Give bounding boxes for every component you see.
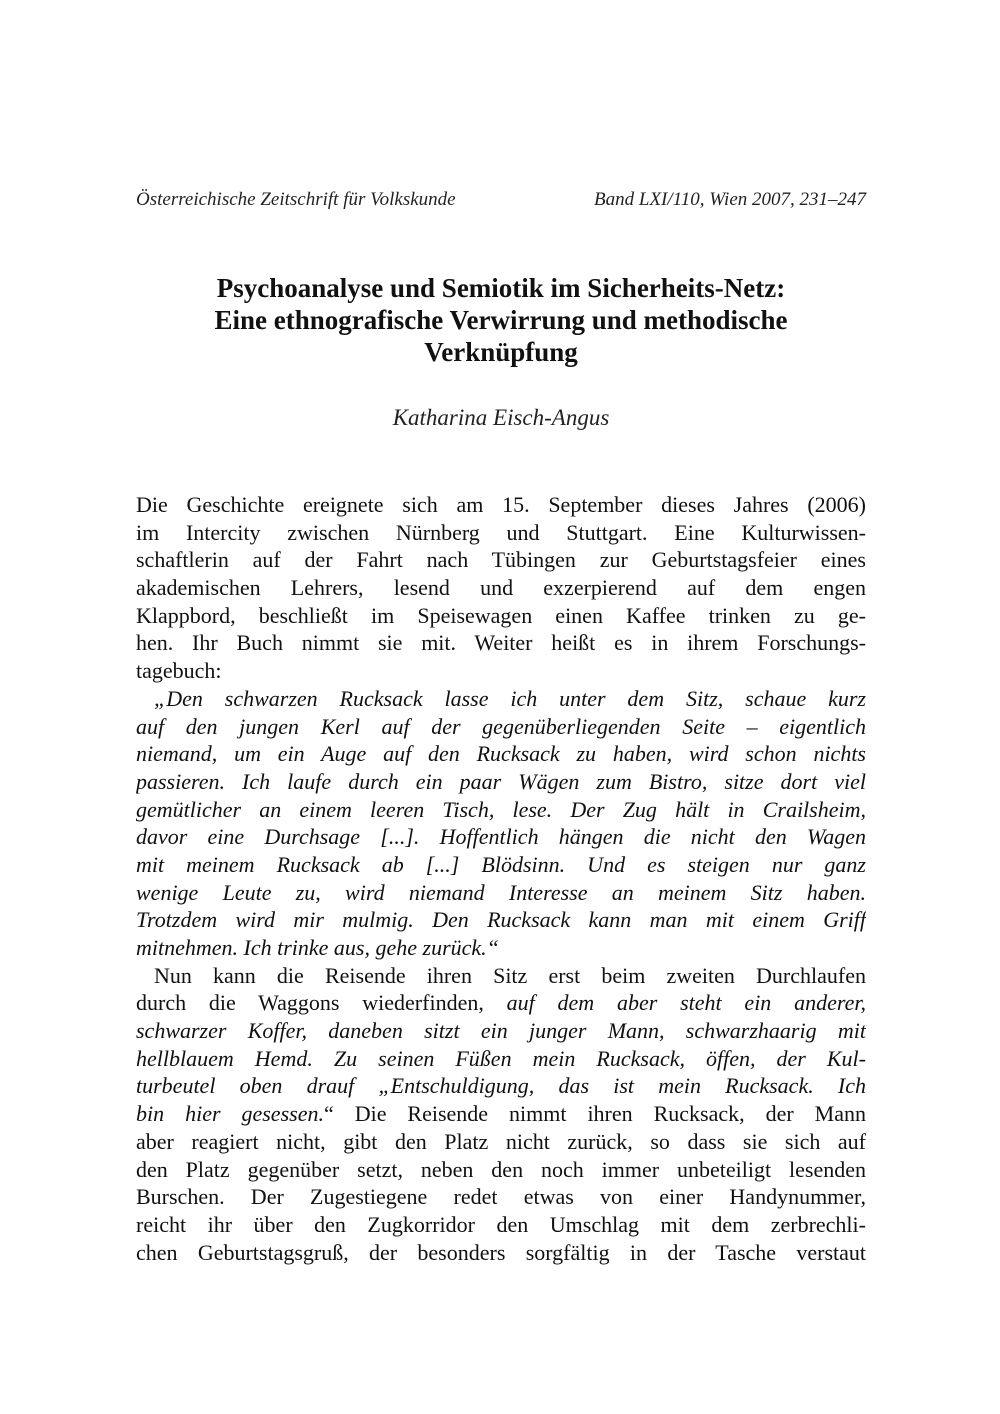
paragraph-second <box>136 962 866 1267</box>
journal-name: Österreichische Zeitschrift für Volkskunde <box>136 189 456 210</box>
quote-line: mitnehmen. Ich trinke aus, gehe zurück.“ <box>136 935 499 960</box>
quote-line: auf den jungen Kerl auf der gegenüberliegenden Seite – eigentlich <box>136 713 866 739</box>
text-line: hellblauem Hemd. Zu seinen Füßen mein Rucksack, öffen, der Kul- <box>136 1045 866 1071</box>
quote-line: niemand, um ein Auge auf den Rucksack zu haben, wird schon nichts <box>136 741 866 767</box>
title-line: Psychoanalyse und Semiotik im Sicherheits-Netz: <box>216 273 786 303</box>
text-line: im Intercity zwischen Nürnberg und Stuttgart. Eine Kulturwissen- <box>136 519 866 545</box>
text-line: hen. Ihr Buch nimmt sie mit. Weiter heißt es in ihrem Forschungs- <box>136 630 866 656</box>
title-line: Verknüpfung <box>424 337 578 367</box>
text-line: Burschen. Der Zugestiegene redet etwas von einer Handynummer, <box>136 1184 866 1210</box>
text-segment: “ Die Reisende nimmt ihren Rucksack, der Mann <box>323 1101 866 1127</box>
text-line: tagebuch: <box>136 658 222 684</box>
article-title <box>136 272 866 368</box>
quote-line: passieren. Ich laufe durch ein paar Wägen zum Bistro, sitze dort viel <box>136 768 866 794</box>
text-line: reicht ihr über den Zugkorridor den Umschlag mit dem zerbrechli- <box>136 1211 866 1237</box>
paragraph-intro <box>136 491 866 685</box>
text-line <box>136 989 866 1017</box>
text-segment: durch die Waggons wiederfinden, <box>136 990 507 1016</box>
italic-segment: auf dem aber steht ein anderer, <box>506 990 866 1016</box>
text-line: akademischen Lehrers, lesend und exzerpierend auf dem engen <box>136 575 866 601</box>
text-line <box>136 1100 866 1128</box>
volume-info: Band LXI/110, Wien 2007, 231–247 <box>594 189 866 210</box>
running-header <box>136 189 866 219</box>
quote-line: gemütlicher an einem leeren Tisch, lese. Der Zug hält in Crailsheim, <box>136 796 866 822</box>
text-line: turbeutel oben drauf „Entschuldigung, das ist mein Rucksack. Ich <box>136 1073 866 1099</box>
text-line: Nun kann die Reisende ihren Sitz erst beim zweiten Durchlaufen <box>154 962 866 988</box>
article-author: Katharina Eisch-Angus <box>392 405 610 430</box>
text-line: Klappbord, beschließt im Speisewagen einen Kaffee trinken zu ge- <box>136 602 866 628</box>
quote-line: Trotzdem wird mir mulmig. Den Rucksack kann man mit einem Griff <box>136 907 866 933</box>
quote-line: „Den schwarzen Rucksack lasse ich unter dem Sitz, schaue kurz <box>154 685 866 711</box>
text-line: aber reagiert nicht, gibt den Platz nicht zurück, so dass sie sich auf <box>136 1128 866 1154</box>
text-line: schaftlerin auf der Fahrt nach Tübingen zur Geburtstagsfeier eines <box>136 547 866 573</box>
quote-line: davor eine Durchsage [...]. Hoffentlich hängen die nicht den Wagen <box>136 824 866 850</box>
text-line: schwarzer Koffer, daneben sitzt ein junger Mann, schwarzhaarig mit <box>136 1018 866 1044</box>
italic-segment: bin hier gesessen. <box>136 1101 324 1127</box>
text-line: den Platz gegenüber setzt, neben den noch immer unbeteiligt lesenden <box>136 1156 866 1182</box>
quote-line: mit meinem Rucksack ab [...] Blödsinn. Und es steigen nur ganz <box>136 851 866 877</box>
quote-line: wenige Leute zu, wird niemand Interesse an meinem Sitz haben. <box>136 879 866 905</box>
diary-quote <box>136 685 866 962</box>
text-line: Die Geschichte ereignete sich am 15. September dieses Jahres (2006) <box>136 492 866 517</box>
text-line: chen Geburtstagsgruß, der besonders sorgfältig in der Tasche verstaut <box>136 1239 866 1265</box>
title-line: Eine ethnografische Verwirrung und methodische <box>214 305 788 335</box>
body-text <box>136 491 866 1266</box>
